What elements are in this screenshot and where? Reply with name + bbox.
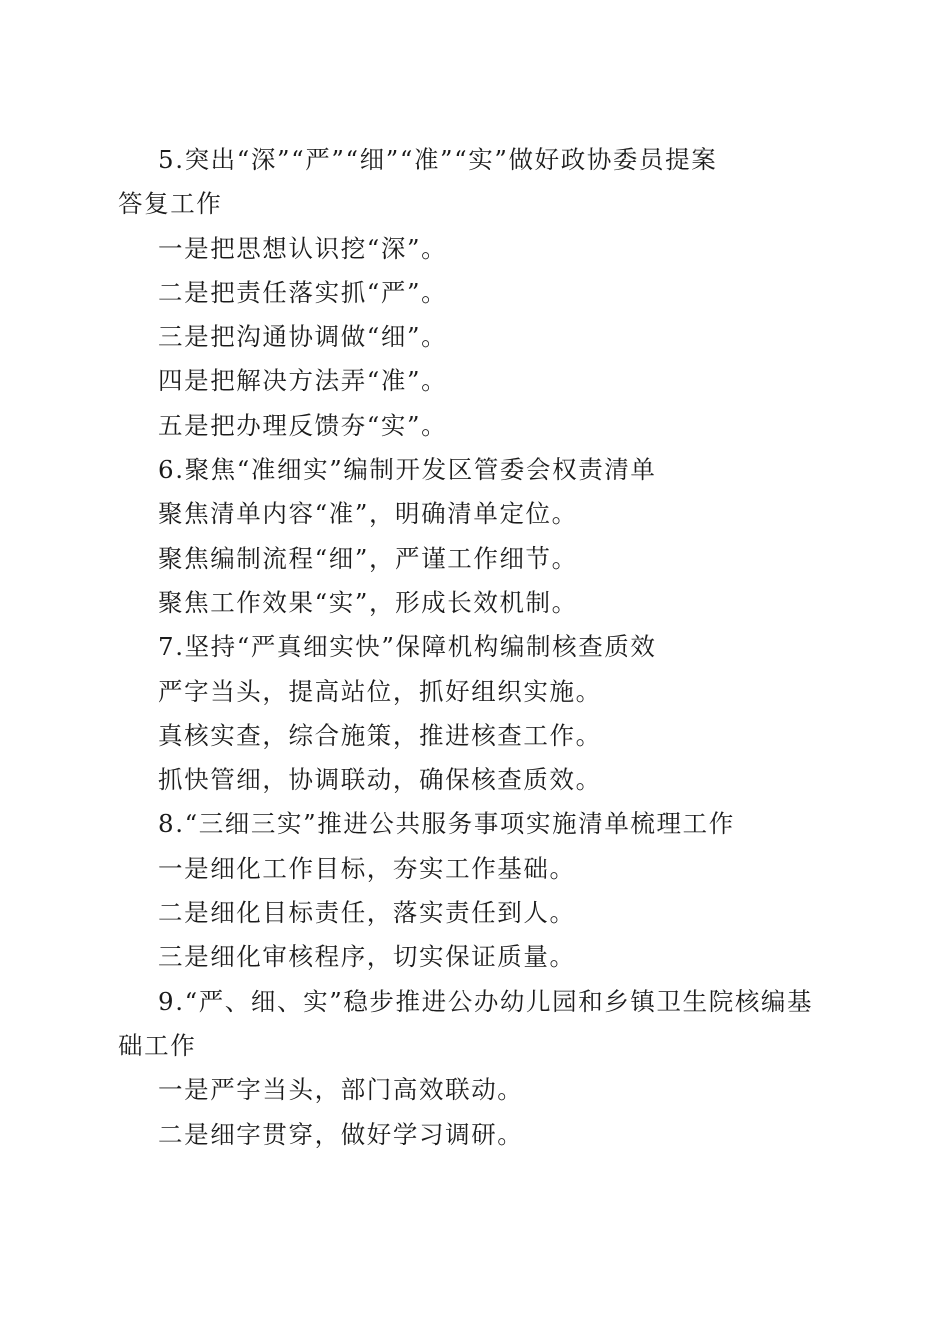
- paragraph-line: 三是把沟通协调做“细”。: [158, 322, 448, 352]
- paragraph-line: 二是细化目标责任，落实责任到人。: [158, 898, 576, 928]
- paragraph-line: 一是细化工作目标，夯实工作基础。: [158, 853, 576, 883]
- section-heading-9-continued: 础工作: [118, 1030, 197, 1060]
- section-heading-6: 6.聚焦“准细实”编制开发区管委会权责清单: [158, 455, 657, 485]
- section-heading-8: 8.“三细三实”推进公共服务事项实施清单梳理工作: [158, 809, 735, 839]
- paragraph-line: 聚焦清单内容“准”，明确清单定位。: [158, 499, 578, 529]
- paragraph-line: 聚焦工作效果“实”，形成长效机制。: [158, 587, 578, 617]
- paragraph-line: 真核实查，综合施策，推进核查工作。: [158, 720, 602, 750]
- section-heading-9: 9.“严、细、实”稳步推进公办幼儿园和乡镇卫生院核编基: [158, 986, 814, 1016]
- paragraph-line: 一是把思想认识挖“深”。: [158, 233, 448, 263]
- paragraph-line: 一是严字当头，部门高效联动。: [158, 1075, 524, 1105]
- paragraph-line: 聚焦编制流程“细”，严谨工作细节。: [158, 543, 578, 573]
- section-heading-5-continued: 答复工作: [118, 189, 223, 219]
- document-body: [118, 138, 838, 1157]
- paragraph-line: 四是把解决方法弄“准”。: [158, 366, 448, 396]
- section-heading-5: 5.突出“深”“严”“细”“准”“实”做好政协委员提案: [158, 145, 718, 174]
- paragraph-line: 抓快管细，协调联动，确保核查质效。: [158, 765, 602, 795]
- paragraph-line: 二是细字贯穿，做好学习调研。: [158, 1119, 524, 1149]
- paragraph-line: 二是把责任落实抓“严”。: [158, 277, 448, 307]
- section-heading-7: 7.坚持“严真细实快”保障机构编制核查质效: [158, 632, 657, 662]
- paragraph-line: 五是把办理反馈夯“实”。: [158, 410, 448, 440]
- paragraph-line: 严字当头，提高站位，抓好组织实施。: [158, 676, 602, 706]
- paragraph-line: 三是细化审核程序，切实保证质量。: [158, 942, 576, 972]
